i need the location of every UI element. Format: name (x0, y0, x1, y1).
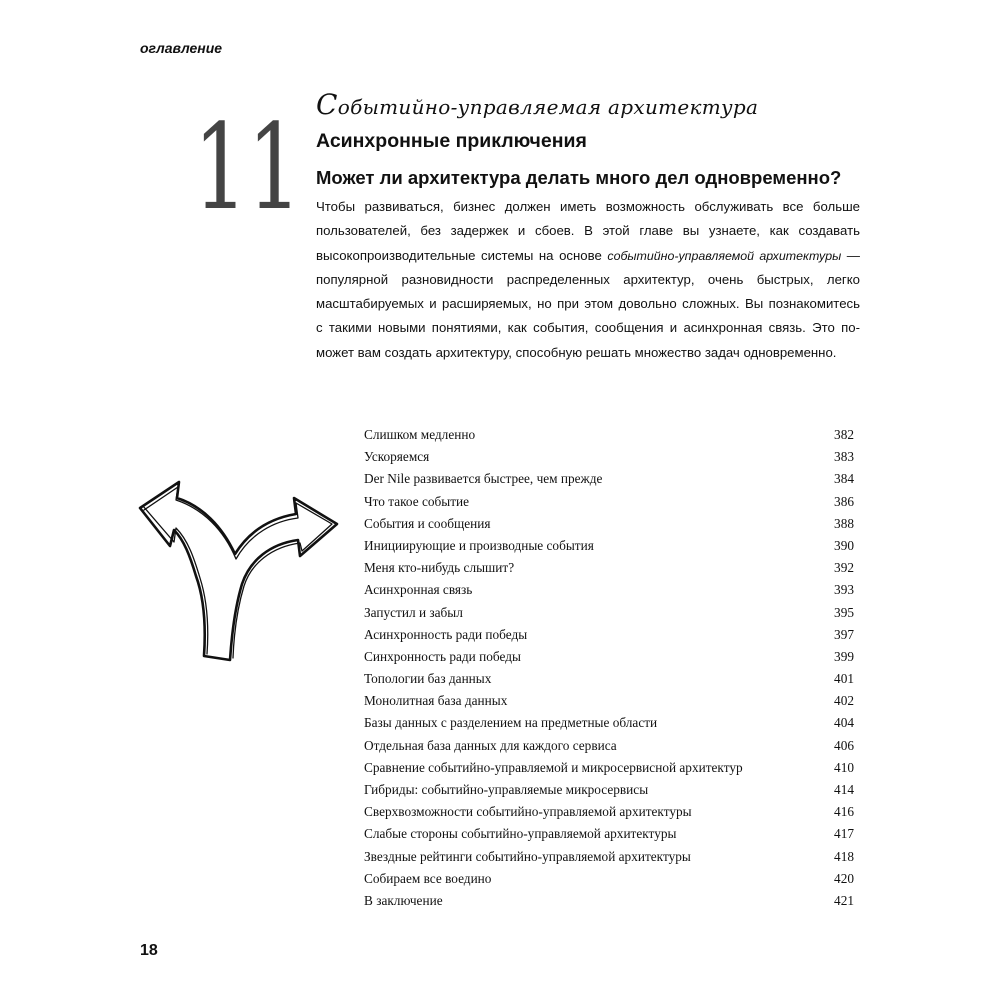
toc-page: 395 (834, 604, 854, 620)
toc-row[interactable] (364, 535, 854, 557)
toc-row[interactable] (364, 690, 854, 712)
toc-title: Монолитная база данных (364, 693, 508, 709)
toc-row[interactable] (364, 646, 854, 668)
chapter-subtitle (316, 88, 758, 121)
toc-page: 399 (834, 648, 854, 664)
chapter-number-text: 11 (193, 100, 302, 237)
toc-page: 417 (834, 826, 854, 842)
toc-page: 416 (834, 804, 854, 820)
toc-page: 404 (834, 715, 854, 731)
intro-dash: — (841, 247, 860, 263)
toc-row[interactable] (364, 668, 854, 690)
toc-row[interactable] (364, 624, 854, 646)
toc-title: Запустил и забыл (364, 604, 463, 620)
intro-line: масштабируемых и расширяемых, но при этом довольно сложных. Вы познакомитесь (316, 296, 860, 312)
toc-title: Собираем все воедино (364, 870, 492, 886)
intro-text: высокопроизводительные системы на основе (316, 247, 602, 263)
toc-row[interactable] (364, 801, 854, 823)
intro-line: пользователей, без задержек и сбоев. В этой главе вы узнаете, как создавать (316, 223, 860, 239)
chapter-number (193, 92, 302, 237)
toc-page: 414 (834, 782, 854, 797)
toc-title: В заключение (364, 892, 443, 908)
toc-row[interactable] (364, 424, 854, 446)
intro-line: популярной разновидности распределенных архитектур, очень быстрых, легко (316, 271, 860, 287)
toc-page: 410 (834, 759, 854, 775)
toc-row[interactable] (364, 491, 854, 513)
toc-title: Инициирующие и производные события (364, 537, 594, 553)
toc-page: 420 (834, 870, 854, 886)
toc-page: 418 (834, 848, 854, 864)
intro-line (316, 244, 860, 268)
toc-title: Слишком медленно (364, 427, 476, 442)
page-number: 18 (140, 942, 158, 959)
running-head: оглавление (140, 40, 223, 56)
toc-page: 406 (834, 737, 854, 753)
toc-title: Сверхвозможности событийно-управляемой архитектуры (364, 804, 692, 820)
toc-title: Ускоряемся (364, 449, 430, 465)
table-of-contents (364, 424, 854, 912)
chapter-title: Асинхронные приключения (316, 130, 587, 152)
toc-row[interactable] (364, 446, 854, 468)
toc-title: Асинхронность ради победы (364, 626, 528, 642)
chapter-subtitle-initial: С (316, 88, 338, 121)
toc-page: 393 (834, 582, 854, 598)
toc-row[interactable] (364, 557, 854, 579)
intro-line: с такими новыми понятиями, как события, сообщения и асинхронная связь. Это по- (316, 320, 860, 336)
toc-title: Отдельная база данных для каждого сервиса (364, 737, 617, 753)
toc-title: Что такое событие (364, 493, 470, 509)
toc-title: События и сообщения (364, 515, 491, 531)
toc-row[interactable] (364, 735, 854, 757)
toc-title: Синхронность ради победы (364, 648, 521, 664)
toc-page: 390 (834, 537, 854, 553)
toc-row[interactable] (364, 579, 854, 601)
toc-page: 402 (834, 693, 854, 709)
toc-title: Топологии баз данных (364, 671, 492, 687)
toc-title: Базы данных с разделением на предметные области (364, 715, 658, 731)
intro-emphasis: событийно-управляемой архитектуры (607, 248, 842, 263)
toc-page: 397 (834, 626, 854, 642)
toc-row[interactable] (364, 846, 854, 868)
toc-row[interactable] (364, 468, 854, 490)
toc-page: 392 (834, 560, 854, 576)
toc-row[interactable] (364, 823, 854, 845)
toc-page: 382 (834, 427, 854, 442)
toc-page: 421 (834, 892, 854, 908)
chapter-question: Может ли архитектура делать много дел одновременно? (316, 167, 842, 188)
toc-page: 384 (834, 471, 854, 487)
toc-title: Гибриды: событийно-управляемые микросервисы (364, 782, 649, 797)
toc-row[interactable] (364, 757, 854, 779)
toc-row[interactable] (364, 602, 854, 624)
toc-row[interactable] (364, 868, 854, 890)
chapter-intro (316, 195, 860, 365)
toc-row[interactable] (364, 890, 854, 912)
toc-row[interactable] (364, 513, 854, 535)
toc-row[interactable] (364, 779, 854, 801)
toc-page: 383 (834, 449, 854, 465)
intro-line: может вам создать архитектуру, способную решать множество задач одновременно. (316, 344, 837, 360)
toc-page: 386 (834, 493, 854, 509)
toc-title: Асинхронная связь (364, 582, 473, 598)
split-arrow-icon (132, 480, 357, 680)
toc-title: Слабые стороны событийно-управляемой архитектуры (364, 826, 677, 842)
toc-page: 401 (834, 671, 854, 687)
toc-title: Сравнение событийно-управляемой и микросервисной архитектур (364, 759, 743, 775)
toc-title: Меня кто-нибудь слышит? (364, 560, 515, 576)
toc-row[interactable] (364, 712, 854, 734)
chapter-subtitle-rest: обытийно-управляемая архитектура (337, 95, 759, 119)
toc-title: Звездные рейтинги событийно-управляемой архитектуры (364, 848, 691, 864)
intro-line: Чтобы развиваться, бизнес должен иметь возможность обслуживать все больше (316, 199, 860, 214)
toc-title: Der Nile развивается быстрее, чем прежде (364, 471, 603, 487)
toc-page: 388 (834, 515, 854, 531)
